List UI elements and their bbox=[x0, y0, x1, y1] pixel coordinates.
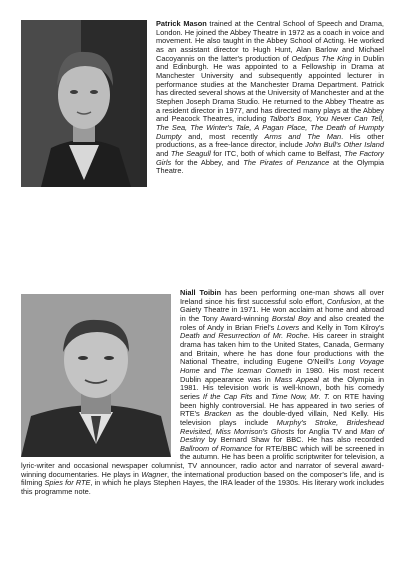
bio-body-text: and, most recently bbox=[181, 131, 265, 141]
bio-title-text: Death and Resurrection of Mr. Roche bbox=[180, 331, 308, 341]
bio-body-text: by Bernard Shaw for BBC. He has also recorded bbox=[204, 435, 384, 445]
bio-body-text: on RTE having been highly controversial. He has appeared in two series of RTE's bbox=[180, 391, 384, 419]
portrait-photo-patrick-mason bbox=[21, 20, 147, 187]
bio-patrick-mason bbox=[0, 20, 406, 189]
bio-body-text: for the Abbey, and bbox=[171, 157, 244, 167]
bio-body-text: and also created the roles of Andy in Brian Friel's bbox=[180, 313, 385, 332]
bio-title-text: The Pirates of Penzance bbox=[243, 157, 330, 167]
portrait-image bbox=[21, 294, 171, 457]
bio-title-text: Time Now, Mr. T. bbox=[271, 391, 330, 401]
bio-title-text: Man of Destiny bbox=[180, 426, 384, 445]
bio-title-text: Arms and The Man bbox=[264, 131, 342, 141]
bio-title-text: Mass Appeal bbox=[274, 374, 319, 384]
bio-name: Patrick Mason bbox=[156, 19, 207, 28]
portrait-photo-niall-toibin bbox=[21, 294, 171, 457]
bio-title-text: Murphy's Stroke, Brideshead Revisited, Miss Morrison's Ghosts bbox=[180, 417, 384, 436]
bio-body-text: at the Olympia Theatre. bbox=[156, 157, 384, 176]
bio-title-text: Talbot's Box, You Never Can Tell, The Sea, The Winter's Tale, A Pagan Place, The Death of Humpty Dumpty bbox=[156, 114, 385, 141]
bio-title-text: John Bull's Other Island bbox=[305, 140, 384, 150]
bio-body-text: in 1980. His most recent Dublin appearance was in bbox=[180, 365, 384, 384]
bio-body-text: and bbox=[199, 365, 221, 375]
bio-body-text: trained at the Central School of Speech and Drama, London. He joined the Abbey Theatre in 1972 as a coach in voice and movement. He also taught in the Abbey School of Acting. He worked as an assistant director to Hugh Hunt, Alan Barlow and Michael Cacoyannis on the latter's production of bbox=[156, 19, 384, 63]
bio-title-text: Ballroom of Romance bbox=[180, 443, 253, 453]
portrait-image bbox=[21, 20, 147, 187]
bio-name: Niall Toibin bbox=[180, 288, 222, 297]
bio-title-text: Confusion bbox=[326, 296, 361, 306]
bio-title-text: The Iceman Cometh bbox=[220, 365, 292, 375]
bio-title-text: Oedipus The King bbox=[291, 53, 352, 63]
bio-title-text: Lovers bbox=[277, 322, 300, 332]
bio-body-text: at the Olympia in 1981. His television work is well-known, both his comedy series bbox=[180, 374, 384, 401]
bio-body-text: . His career in straight drama has taken him to the United States, Canada, Germany and Britain, where he has done four productions with the National Theatre, including Eugene O'Neill's bbox=[180, 331, 384, 367]
bio-body-text: for RTE/BBC which will be screened in the autumn. He has been a prolific scriptwriter for television, a lyric-writer and occasional newspaper columnist, TV announcer, radio actor and narrator of several award-winning documentaries. He plays in bbox=[21, 443, 384, 479]
bio-body-text: and bbox=[252, 391, 272, 401]
bio-niall-toibin bbox=[0, 289, 406, 497]
bio-title-text: Long Voyage Home bbox=[180, 357, 384, 375]
bio-body-text: , in which he plays Stephen Hayes, the IRA leader of the 1930s. His literary work includes this programme note. bbox=[21, 478, 384, 497]
bio-body-text: as the double-dyed villain, Ned Kelly. His television plays include bbox=[180, 409, 384, 427]
bio-body-text: , at the Gaiety Theatre in 1971. He won acclaim at home and abroad in the Tony Award-winning bbox=[180, 296, 384, 323]
bio-body-text: for ITC, both of which came to Belfast, bbox=[210, 148, 345, 158]
bio-title-text: The Factory Girls bbox=[156, 148, 384, 167]
bio-title-text: Bracken bbox=[204, 409, 232, 419]
bio-body-text: and Kelly in Tom Kilroy's bbox=[299, 322, 384, 332]
bio-body-text: , the international production based on the composer's life, and is filming bbox=[21, 469, 385, 488]
bio-title-text: If the Cap Fits bbox=[202, 391, 253, 401]
bio-body-text: . His other productions, as a free-lance director, include bbox=[156, 131, 384, 150]
bio-title-text: Borstal Boy bbox=[271, 313, 311, 323]
bio-body-text: and bbox=[156, 148, 171, 158]
bio-body-text: in Dublin and Edinburgh. He was appointed to a Fellowship in Drama at Manchester University and subsequently appointed lecturer in performance studies at the Manchester Drama Department. Patrick has directed several shows at the University of Manchester and at the Stephen Joseph Drama Studio. He returned to the Abbey Theatre as a resident director in 1977, and has directed many plays at the Abbey and Peacock Theatres, including bbox=[156, 53, 384, 124]
bio-body-text: has been performing one-man shows all over Ireland since his first successful solo effort, bbox=[180, 288, 384, 306]
bio-title-text: Wagner bbox=[141, 469, 168, 479]
bio-title-text: Spies for RTE bbox=[44, 478, 91, 488]
bio-title-text: The Seagull bbox=[170, 148, 211, 158]
bio-body-text: for Anglia TV and bbox=[294, 426, 361, 436]
